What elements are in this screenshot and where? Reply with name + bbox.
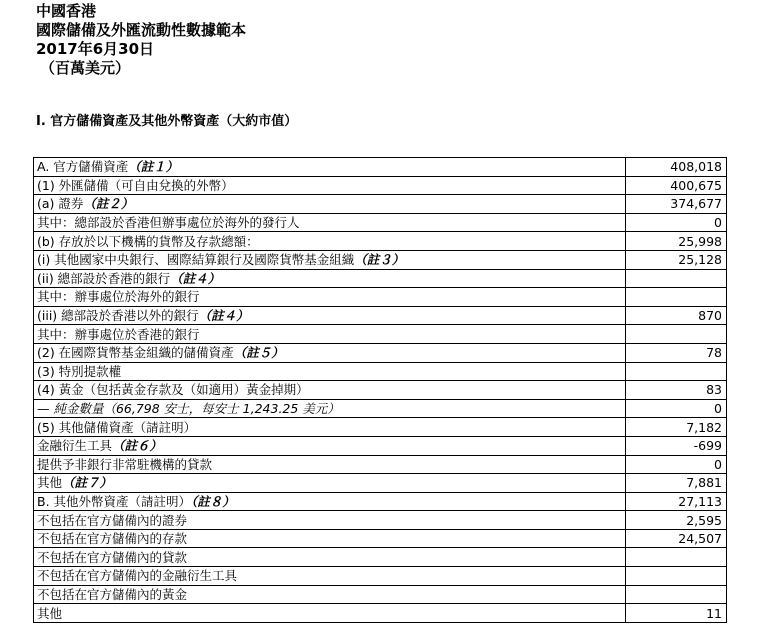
row-value [626, 585, 727, 604]
row-label [34, 158, 626, 177]
row-label-text: (4) 黃金（包括黃金存款及（如適用）黃金掉期） [37, 382, 309, 398]
table-row [34, 474, 727, 493]
table-row [34, 567, 727, 586]
row-value [626, 325, 727, 344]
row-label [34, 567, 626, 586]
row-value: 2,595 [626, 511, 727, 530]
row-value: 7,182 [626, 418, 727, 437]
row-value: 0 [626, 213, 727, 232]
row-label-text: (i) 其他國家中央銀行、國際結算銀行及國際貨幣基金組織 [37, 252, 355, 268]
row-label [34, 306, 626, 325]
row-value: 27,113 [626, 492, 727, 511]
row-label [34, 529, 626, 548]
row-label [34, 548, 626, 567]
row-value [626, 288, 727, 307]
row-label-text: (b) 存放於以下機構的貨幣及存款總額： [37, 233, 259, 249]
table-row [34, 492, 727, 511]
row-label-text: 其他 [37, 475, 63, 491]
row-label [34, 455, 626, 474]
row-value [626, 362, 727, 381]
row-label-text: 不包括在官方儲備內的存款 [37, 531, 188, 547]
document-title: 國際儲備及外匯流動性數據範本 [36, 21, 247, 39]
row-label-text: 提供予非銀行非常駐機構的貸款 [37, 456, 213, 472]
row-label-text: 不包括在官方儲備內的證券 [37, 512, 188, 528]
note-reference: （註７） [62, 475, 113, 491]
note-reference: （註８） [191, 493, 235, 509]
row-value: 7,881 [626, 474, 727, 493]
row-label [34, 511, 626, 530]
row-value: 25,128 [626, 250, 727, 269]
row-label [34, 250, 626, 269]
table-row [34, 232, 727, 251]
row-label [34, 176, 626, 195]
table-row [34, 436, 727, 455]
table-row [34, 418, 727, 437]
row-label [34, 436, 626, 455]
table-row [34, 195, 727, 214]
row-label [34, 269, 626, 288]
row-label-text: 不包括在官方儲備內的金融衍生工具 [37, 568, 238, 584]
table-row [34, 250, 727, 269]
row-value: 0 [626, 399, 727, 418]
row-label-text: 不包括在官方儲備內的貸款 [37, 549, 188, 565]
table-row [34, 343, 727, 362]
table-row [34, 362, 727, 381]
table-row [34, 511, 727, 530]
table-row [34, 548, 727, 567]
row-label [34, 232, 626, 251]
row-label-text: A. 官方儲備資產 [37, 159, 129, 175]
row-label [34, 343, 626, 362]
note-reference: （註６） [112, 438, 163, 454]
row-value: 870 [626, 306, 727, 325]
row-label [34, 325, 626, 344]
row-value: -699 [626, 436, 727, 455]
row-value: 0 [626, 455, 727, 474]
document-header [36, 2, 246, 78]
report-date: 2017年6月30日 [36, 40, 155, 58]
row-value: 400,675 [626, 176, 727, 195]
row-label [34, 381, 626, 400]
table-row [34, 288, 727, 307]
table-row [34, 158, 727, 177]
row-value: 78 [626, 343, 727, 362]
row-label-text: (2) 在國際貨幣基金組織的儲備資產 [37, 345, 234, 361]
row-value: 11 [626, 604, 727, 623]
row-label-text: B. 其他外幣資產（請註明） [37, 493, 192, 509]
section-title: I. 官方儲備資產及其他外幣資產（大約市值） [36, 114, 298, 129]
note-reference: （註２） [83, 196, 134, 212]
row-label [34, 604, 626, 623]
row-label-text: (3) 特別提款權 [37, 363, 122, 379]
row-label-text: 不包括在官方儲備內的黃金 [37, 586, 188, 602]
row-value [626, 269, 727, 288]
row-label [34, 492, 626, 511]
table-row [34, 455, 727, 474]
region-title: 中國香港 [36, 2, 97, 20]
row-label [34, 213, 626, 232]
row-label-text: (5) 其他儲備資產（請註明） [37, 419, 197, 435]
table-row [34, 213, 727, 232]
row-value: 83 [626, 381, 727, 400]
table-row [34, 269, 727, 288]
row-label [34, 399, 626, 418]
row-value [626, 548, 727, 567]
row-label-text: 其他 [37, 605, 63, 621]
row-label [34, 418, 626, 437]
table-row [34, 325, 727, 344]
note-reference: （註５） [233, 345, 284, 361]
table-row [34, 399, 727, 418]
row-value [626, 567, 727, 586]
table-row [34, 604, 727, 623]
row-label-text: — 純金數量（66,798 安士，每安士 1,243.25 美元） [37, 401, 340, 417]
row-label-text: (1) 外匯儲備（可自由兌換的外幣） [37, 177, 234, 193]
note-reference: （註３） [354, 252, 405, 268]
row-label [34, 195, 626, 214]
row-label-text: (ii) 總部設於香港的銀行 [37, 270, 171, 286]
row-value: 408,018 [626, 158, 727, 177]
row-value: 374,677 [626, 195, 727, 214]
row-label [34, 585, 626, 604]
row-label [34, 362, 626, 381]
unit-label: （百萬美元） [40, 59, 131, 77]
row-label-text: (iii) 總部設於香港以外的銀行 [37, 308, 199, 324]
row-label-text: 其中：總部設於香港但辦事處位於海外的發行人 [37, 215, 300, 231]
table-row [34, 529, 727, 548]
table-row [34, 176, 727, 195]
row-label [34, 474, 626, 493]
row-value: 24,507 [626, 529, 727, 548]
row-label-text: (a) 證券 [37, 196, 84, 212]
note-reference: （註１） [128, 159, 179, 175]
table-row [34, 381, 727, 400]
reserves-table [33, 157, 727, 623]
row-label-text: 其中：辦事處位於海外的銀行 [37, 289, 200, 305]
note-reference: （註４） [198, 308, 249, 324]
row-label [34, 288, 626, 307]
table-row [34, 306, 727, 325]
table-row [34, 585, 727, 604]
note-reference: （註４） [170, 270, 221, 286]
row-value: 25,998 [626, 232, 727, 251]
row-label-text: 金融衍生工具 [37, 438, 113, 454]
row-label-text: 其中：辦事處位於香港的銀行 [37, 326, 200, 342]
